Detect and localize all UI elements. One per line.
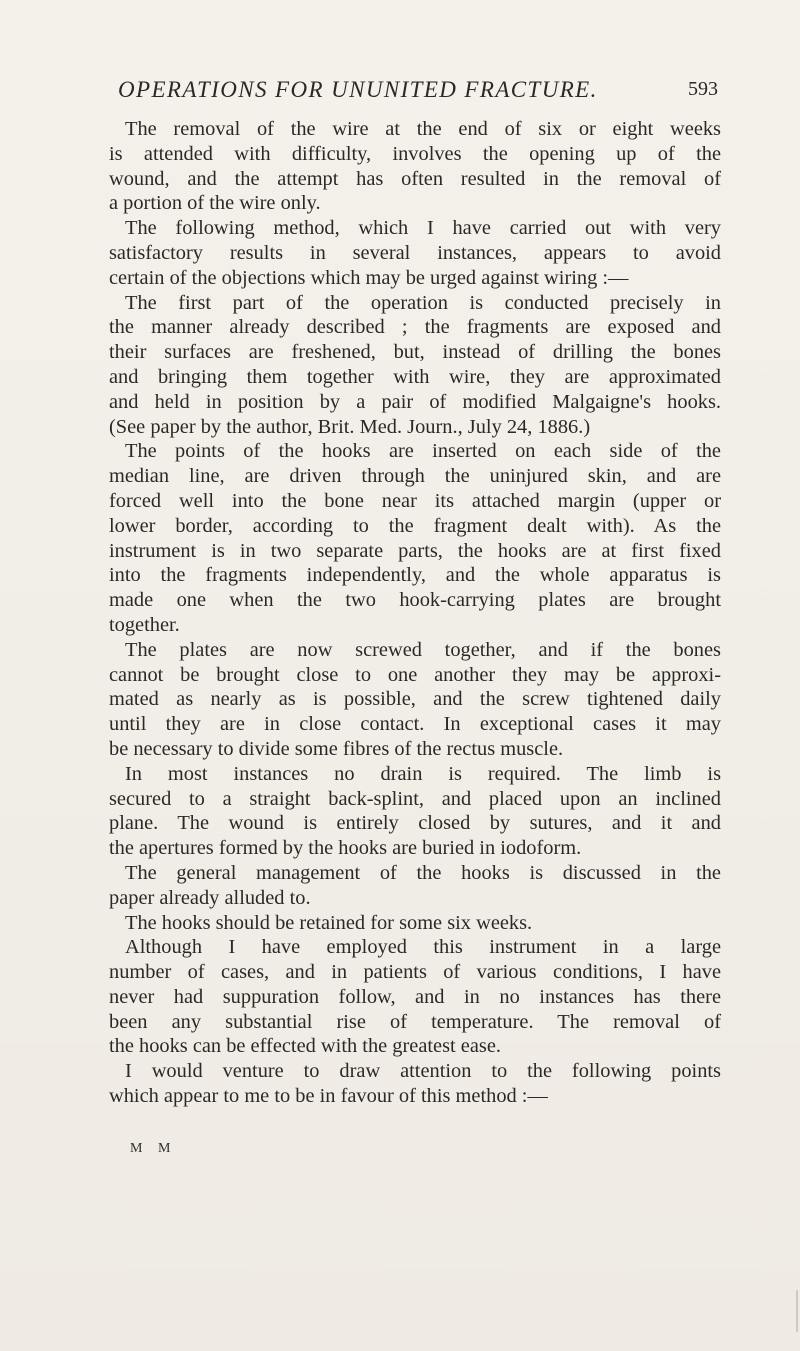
page-number: 593 [688,78,718,100]
text-line: be necessary to divide some fibres of the rectus muscle. [109,737,564,760]
text-line: is attended with difficulty, involves the opening up of the [109,142,721,165]
text-line: forced well into the bone near its attached margin (upper or [109,489,721,512]
text-line: paper already alluded to. [109,886,311,909]
text-line: number of cases, and in patients of various conditions, I have [109,961,721,984]
text-line: a portion of the wire only. [109,192,321,215]
text-line: and bringing them together with wire, they are approximated [109,365,721,388]
text-line: In most instances no drain is required. The limb is [125,762,721,785]
text-line: I would venture to draw attention to the following points [125,1060,721,1083]
text-line: wound, and the attempt has often resulted in the removal of [109,167,721,190]
text-line: the hooks can be effected with the greatest ease. [109,1035,501,1058]
text-line: mated as nearly as is possible, and the screw tightened daily [109,688,721,711]
signature-mark: M M [130,1141,177,1156]
text-line: made one when the two hook-carrying plates are brought [109,589,721,612]
text-line: instrument is in two separate parts, the hooks are at first fixed [109,539,721,562]
text-line: Although I have employed this instrument in a large [125,936,721,959]
text-line: (See paper by the author, Brit. Med. Journ., July 24, 1886.) [109,415,591,438]
text-line: The points of the hooks are inserted on each side of the [125,440,721,463]
running-title: OPERATIONS FOR UNUNITED FRACTURE. [118,77,598,102]
text-line: The plates are now screwed together, and if the bones [125,638,721,661]
text-line: their surfaces are freshened, but, instead of drilling the bones [109,341,721,364]
text-line: lower border, according to the fragment dealt with). As the [109,514,721,537]
text-line: until they are in close contact. In exceptional cases it may [109,713,721,736]
text-line: certain of the objections which may be urged against wiring :— [109,266,629,289]
text-line: plane. The wound is entirely closed by sutures, and it and [109,812,721,835]
text-line: into the fragments independently, and the whole apparatus is [109,564,721,587]
body-text [109,117,721,1109]
text-line: The removal of the wire at the end of six or eight weeks [125,118,721,140]
text-line: the apertures formed by the hooks are buried in iodoform. [109,837,582,860]
page-header [118,77,718,111]
text-line: and held in position by a pair of modified Malgaigne's hooks. [109,390,721,413]
text-line: secured to a straight back-splint, and placed upon an inclined [109,787,721,810]
text-line: together. [109,613,180,636]
text-line: The following method, which I have carried out with very [125,217,721,240]
text-line: The hooks should be retained for some six weeks. [125,911,533,934]
text-line: which appear to me to be in favour of this method :— [109,1085,548,1108]
text-line: median line, are driven through the uninjured skin, and are [109,465,721,488]
text-line: never had suppuration follow, and in no instances has there [109,985,721,1008]
text-line: the manner already described ; the fragments are exposed and [109,316,721,339]
text-line: The first part of the operation is conducted precisely in [125,291,721,314]
text-line: satisfactory results in several instances, appears to avoid [109,241,721,264]
text-line: been any substantial rise of temperature. The removal of [109,1010,721,1033]
text-line: cannot be brought close to one another they may be approxi- [109,663,721,686]
text-line: The general management of the hooks is discussed in the [125,861,721,884]
page-edge-mark [796,1290,798,1332]
